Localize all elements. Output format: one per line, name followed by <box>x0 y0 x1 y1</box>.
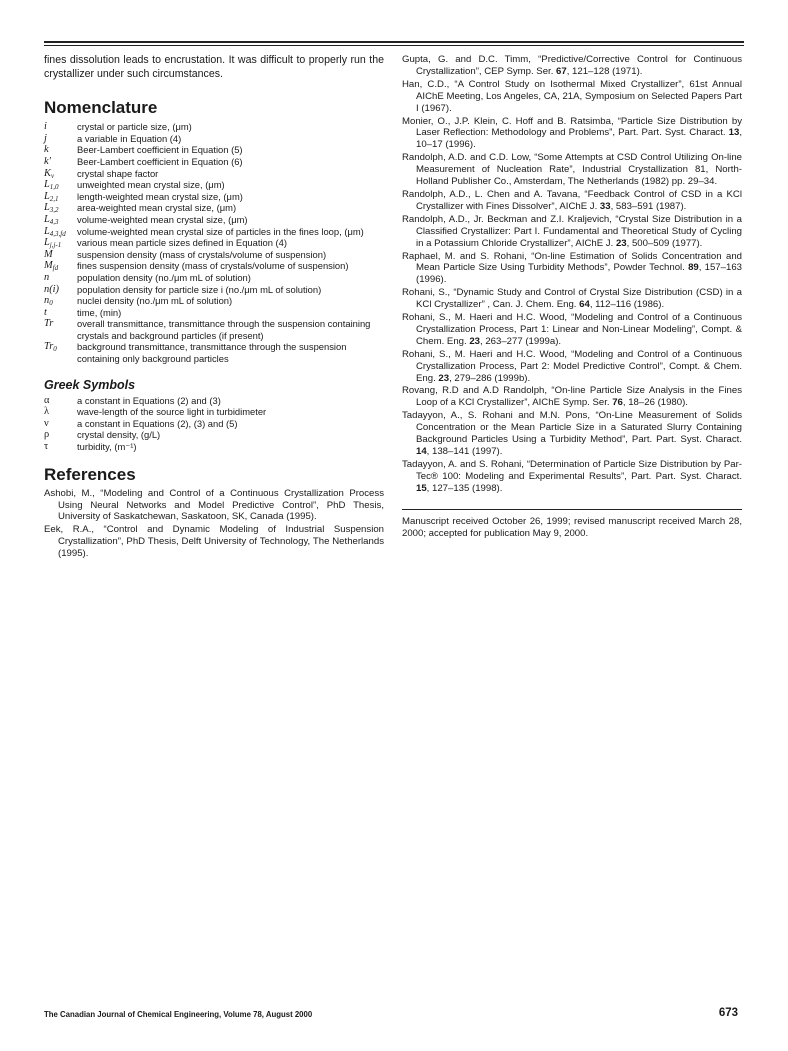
symbol-letter: Tr <box>44 341 54 353</box>
nomenclature-symbol <box>44 260 77 272</box>
nomenclature-definition: area-weighted mean crystal size, (μm) <box>77 202 237 214</box>
symbol-letter: Tr <box>44 318 54 330</box>
reference-volume: 14 <box>416 446 427 457</box>
greek-symbol-row <box>44 418 384 430</box>
nomenclature-symbol <box>44 121 77 133</box>
symbol-letter: L <box>44 237 50 249</box>
nomenclature-symbol <box>44 341 77 364</box>
reference-text: Randolph, A.D., L. Chen and A. Tavana, “Feedback Control of CSD in a KCl Crystallizer with Fines Dissolver”, AIChE J. <box>402 188 742 212</box>
nomenclature-row <box>44 214 384 226</box>
nomenclature-symbol <box>44 214 77 226</box>
nomenclature-symbol <box>44 144 77 156</box>
nomenclature-definition: crystal shape factor <box>77 167 159 179</box>
reference-entry <box>44 524 384 560</box>
symbol-subscript: 0 <box>53 345 57 354</box>
nomenclature-definition: suspension density (mass of crystals/volume of suspension) <box>77 248 327 260</box>
references-heading: References <box>44 464 136 484</box>
reference-volume: 15 <box>416 482 427 494</box>
manuscript-note-block <box>402 509 742 540</box>
nomenclature-definition: various mean particle sizes defined in Equation (4) <box>77 237 288 249</box>
reference-pages: , 157–163 (1996). <box>416 262 742 286</box>
left-column <box>44 54 384 561</box>
reference-text: Rovang, R.D and A.D Randolph, “On-line Particle Size Analysis in the Fines Loop of a KCl Crystallizer”, AIChE Symp. Ser. <box>402 385 742 409</box>
reference-text: Gupta, G. and D.C. Timm, “Predictive/Corrective Control for Continuous Crystallization”, CEP Symp. Ser. <box>402 54 742 77</box>
reference-pages: , 263–277 (1999a). <box>480 335 562 347</box>
symbol-subscript: 4,3,fd <box>49 229 66 238</box>
reference-pages: , 583–591 (1987). <box>610 200 687 212</box>
greek-symbol-row <box>44 429 384 441</box>
nomenclature-definition: time, (min) <box>77 306 122 318</box>
page-number: 673 <box>718 1007 738 1019</box>
reference-entry <box>402 214 742 250</box>
nomenclature-definition: background transmittance, transmittance through the suspension containing only background particles <box>77 341 347 365</box>
greek-symbols-heading: Greek Symbols <box>44 377 136 392</box>
reference-entry <box>44 488 384 524</box>
nomenclature-row <box>44 237 384 249</box>
nomenclature-definition: Beer-Lambert coefficient in Equation (6) <box>77 155 243 167</box>
nomenclature-definition: fines suspension density (mass of crystals/volume of suspension) <box>77 260 349 272</box>
nomenclature-symbol <box>44 237 77 249</box>
nomenclature-symbol <box>44 318 77 341</box>
reference-entry <box>402 410 742 458</box>
nomenclature-row <box>44 121 384 133</box>
symbol-subscript: 0 <box>49 299 53 308</box>
symbol-letter: K <box>44 167 51 179</box>
footer-journal-citation: The Canadian Journal of Chemical Engineering, Volume 78, August 2000 <box>44 1010 313 1019</box>
nomenclature-symbol <box>44 284 77 296</box>
references-list-left <box>44 488 384 560</box>
page-footer <box>44 1009 744 1023</box>
reference-text: Randolph, A.D., Jr. Beckman and Z.I. Kraljevich, “Crystal Size Distribution in a Classified Crystallizer: Part I. Fundamental and Theoretical Study of Cycling in a Potassium Chloride Crystallizer”, AIChE J. <box>402 213 742 249</box>
reference-volume: 13 <box>728 127 740 139</box>
reference-text: Rohani, S., M. Haeri and H.C. Wood, “Modeling and Control of a Continuous Crystallization Process, Part 2: Model Predictive Control”, Compt. & Chem. Eng. <box>402 348 742 384</box>
reference-pages: , 138–141 (1997). <box>426 446 503 457</box>
reference-entry <box>402 54 742 78</box>
nomenclature-symbol <box>44 168 77 180</box>
greek-symbol-row <box>44 406 384 418</box>
reference-volume: 23 <box>469 335 480 347</box>
reference-volume: 33 <box>599 200 611 212</box>
reference-text: Rohani, S., M. Haeri and H.C. Wood, “Modeling and Control of a Continuous Crystallization Process, Part 1: Linear and Non-Linear Modeling”, Compt. & Chem. Eng. <box>402 312 742 347</box>
nomenclature-row <box>44 179 384 191</box>
top-rule-thick <box>44 41 744 43</box>
nomenclature-symbol <box>44 295 77 307</box>
symbol-subscript: 1,0 <box>49 183 59 192</box>
reference-volume: 67 <box>556 65 567 77</box>
nomenclature-row <box>44 318 384 341</box>
nomenclature-row <box>44 133 384 145</box>
nomenclature-row <box>44 307 384 319</box>
reference-text: Randolph, A.D. and C.D. Low, “Some Attempts at CSD Control Utilizing On-line Measurement of Nucleation Rate”, Industrial Crystallization 81, North-Holland Publisher Co., Amsterdam, The Netherlands (1982) pp. 29–34. <box>402 152 742 188</box>
symbol-letter: L <box>44 225 50 237</box>
nomenclature-row <box>44 191 384 203</box>
nomenclature-definition: a variable in Equation (4) <box>77 132 182 144</box>
symbol-subscript: fd <box>52 264 59 273</box>
reference-entry <box>402 251 742 287</box>
greek-symbol-row <box>44 395 384 407</box>
reference-text: Rohani, S., “Dynamic Study and Control of Crystal Size Distribution (CSD) in a KCl Crystallizer” , Can. J. Chem. Eng. <box>402 287 742 311</box>
reference-pages: , 279–286 (1999b). <box>449 372 531 384</box>
reference-entry <box>402 459 742 495</box>
symbol-letter: j <box>44 132 47 144</box>
nomenclature-definition: overall transmittance, transmittance through the suspension containing crystals and background particles (if present) <box>77 318 371 341</box>
reference-entry <box>402 287 742 311</box>
nomenclature-row <box>44 226 384 238</box>
reference-text: Tadayyon, A., S. Rohani and M.N. Pons, “On-Line Measurement of Solids Concentration or the Mean Particle Size in a Saturated Slurry Containing Background Particles Using a Turbidity Method”, Part. Part. Syst. Charact. <box>402 410 742 446</box>
reference-text: Ashobi, M., “Modeling and Control of a Continuous Crystallization Process Using Neural Networks and Model Predictive Control”, PhD Thesis, University of Saskatchewan, Saskatoon, SK, Canada (1995). <box>44 487 384 523</box>
reference-text: Raphael, M. and S. Rohani, “On-line Estimation of Solids Concentration and Mean Particle Size Using Turbidity Methods”, Powder Technol. <box>402 250 742 274</box>
nomenclature-definition: volume-weighted mean crystal size, (μm) <box>77 213 248 225</box>
reference-volume: 64 <box>579 299 590 311</box>
greek-symbol-definition: a constant in Equations (2), (3) and (5) <box>77 417 238 429</box>
reference-pages: , 121–128 (1971). <box>566 65 643 77</box>
nomenclature-row <box>44 272 384 284</box>
greek-symbol-row <box>44 441 384 453</box>
reference-text: Tadayyon, A. and S. Rohani, “Determination of Particle Size Distribution by Par-Tec® 100: Modeling and Experimental Results”, Part. Part. Syst. Charact. <box>402 458 742 482</box>
nomenclature-symbol <box>44 202 77 214</box>
greek-symbols-list <box>44 395 384 453</box>
right-column <box>402 54 742 540</box>
reference-entry <box>402 116 742 152</box>
symbol-letter: L <box>44 190 50 202</box>
reference-pages: , 500–509 (1977). <box>626 237 703 249</box>
reference-volume: 23 <box>438 372 450 384</box>
symbol-letter: M <box>44 260 53 272</box>
top-rule-thin <box>44 45 744 46</box>
nomenclature-symbol <box>44 226 77 238</box>
symbol-letter: L <box>44 179 50 191</box>
nomenclature-symbol <box>44 272 77 284</box>
symbol-letter: k <box>44 144 49 156</box>
reference-text: Monier, O., J.P. Klein, C. Hoff and B. Ratsimba, “Particle Size Distribution by Laser Reflection: Methodology and Problems”, Part. Part. Syst. Charact. <box>402 115 742 139</box>
reference-text: Eek, R.A., “Control and Dynamic Modeling of Industrial Suspension Crystallization”, PhD Thesis, Delft University of Technology, The Netherlands (1995). <box>44 524 384 560</box>
reference-volume: 23 <box>615 237 627 249</box>
nomenclature-definition: crystal or particle size, (μm) <box>77 121 192 133</box>
symbol-letter: n <box>44 271 50 283</box>
reference-volume: 89 <box>688 262 699 274</box>
symbol-letter: n(i) <box>44 283 60 295</box>
symbol-subscript: v <box>50 171 55 180</box>
nomenclature-row <box>44 341 384 364</box>
nomenclature-definition: population density for particle size i (no./μm mL of solution) <box>77 283 322 295</box>
nomenclature-symbol <box>44 156 77 168</box>
symbol-letter: L <box>44 213 50 225</box>
nomenclature-definition: nuclei density (no./μm mL of solution) <box>77 295 233 307</box>
references-list-right <box>402 54 742 495</box>
nomenclature-definition: unweighted mean crystal size, (μm) <box>77 179 225 191</box>
nomenclature-list <box>44 121 384 364</box>
reference-pages: , 127–135 (1998). <box>426 482 503 494</box>
greek-symbol-definition: turbidity, (m⁻¹) <box>77 441 137 453</box>
reference-pages: , 10–17 (1996). <box>416 127 742 151</box>
nomenclature-row <box>44 295 384 307</box>
nomenclature-definition: length-weighted mean crystal size, (μm) <box>77 190 243 202</box>
nomenclature-row <box>44 249 384 261</box>
reference-entry <box>402 385 742 409</box>
symbol-subscript: 3,2 <box>49 206 59 215</box>
nomenclature-row <box>44 168 384 180</box>
reference-entry <box>402 189 742 213</box>
symbol-letter: M <box>44 248 53 260</box>
reference-entry <box>402 312 742 348</box>
symbol-letter: t <box>44 306 47 318</box>
nomenclature-row <box>44 144 384 156</box>
greek-symbol-definition: wave-length of the source light in turbidimeter <box>77 406 267 418</box>
greek-symbol-definition: crystal density, (g/L) <box>77 429 161 441</box>
symbol-letter: i <box>44 121 47 133</box>
nomenclature-row <box>44 156 384 168</box>
nomenclature-symbol <box>44 307 77 319</box>
greek-symbol-definition: a constant in Equations (2) and (3) <box>77 394 221 406</box>
symbol-letter: L <box>44 202 50 214</box>
greek-symbol: ν <box>44 417 49 429</box>
greek-symbol: τ <box>44 441 49 453</box>
reference-pages: , 18–26 (1980). <box>622 397 688 409</box>
nomenclature-symbol <box>44 179 77 191</box>
symbol-letter: n <box>44 295 50 307</box>
symbol-subscript: 2,1 <box>49 194 59 203</box>
nomenclature-definition: Beer-Lambert coefficient in Equation (5) <box>77 144 243 156</box>
nomenclature-heading: Nomenclature <box>44 98 158 118</box>
intro-paragraph: fines dissolution leads to encrustation. It was difficult to properly run the crystallizer under such circumstances. <box>44 54 384 80</box>
nomenclature-symbol <box>44 133 77 145</box>
reference-text: Han, C.D., “A Control Study on Isothermal Mixed Crystallizer”, 61st Annual AIChE Meeting, Los Angeles, CA, 21A, Symposium on Selected Papers Part I (1967). <box>402 78 742 114</box>
nomenclature-row <box>44 284 384 296</box>
reference-volume: 76 <box>612 397 623 409</box>
symbol-subscript: j,j-1 <box>49 241 62 250</box>
nomenclature-definition: population density (no./μm mL of solution) <box>77 271 251 283</box>
reference-entry <box>402 349 742 385</box>
greek-symbol: ρ <box>44 429 50 441</box>
nomenclature-definition: volume-weighted mean crystal size of particles in the fines loop, (μm) <box>77 225 364 237</box>
reference-entry <box>402 152 742 188</box>
nomenclature-row <box>44 260 384 272</box>
reference-pages: , 112–116 (1986). <box>589 299 665 311</box>
greek-symbol: α <box>44 394 50 406</box>
nomenclature-row <box>44 202 384 214</box>
manuscript-note: Manuscript received October 26, 1999; revised manuscript received March 28, 2000; accepted for publication May 9, 2000. <box>402 515 742 539</box>
reference-entry <box>402 79 742 115</box>
symbol-subscript: 4,3 <box>49 217 59 226</box>
symbol-letter: k′ <box>44 155 51 167</box>
nomenclature-symbol <box>44 191 77 203</box>
nomenclature-symbol <box>44 249 77 261</box>
greek-symbol: λ <box>44 406 50 418</box>
